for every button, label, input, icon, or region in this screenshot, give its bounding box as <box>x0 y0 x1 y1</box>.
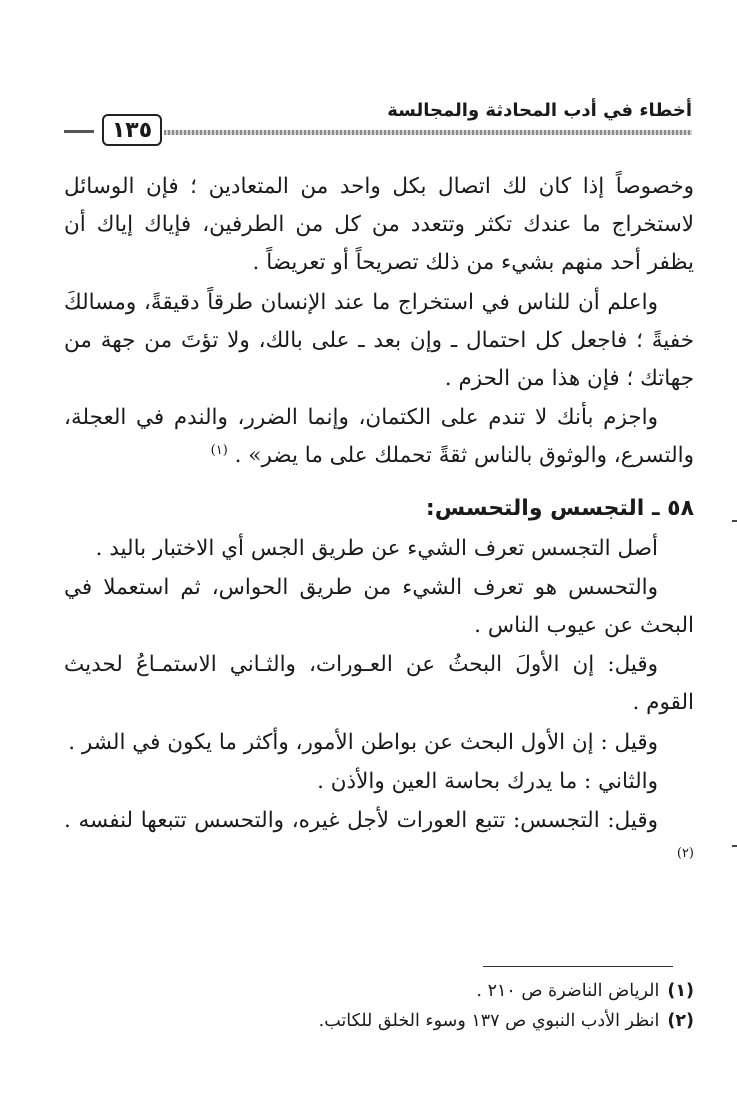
running-title: أخطاء في أدب المحادثة والمجالسة <box>387 100 692 121</box>
header-rule <box>164 130 692 135</box>
footnote-divider <box>483 966 673 967</box>
paragraph-5: والتحسس هو تعرف الشيء من طريق الحواس، ثم استعملا في البحث عن عيوب الناس . <box>64 574 694 639</box>
footnotes <box>64 976 694 1036</box>
paragraph-9-text: وقيل: التجسس: تتبع العورات لأجل غيره، والتحسس تتبعها لنفسه . <box>64 808 658 834</box>
paragraph-4: أصل التجسس تعرف الشيء عن طريق الجس أي الاختبار باليد . <box>95 535 658 561</box>
scan-edge-mark <box>732 520 737 522</box>
footnote-1 <box>64 976 694 1006</box>
paragraph-3-text: واجزم بأنك لا تندم على الكتمان، وإنما الضرر، والندم في العجلة، والتسرع، والوثوق بالناس ثقةً تحملك على ما يضر» . <box>64 405 694 469</box>
footnote-ref-2: (٢) <box>676 846 694 862</box>
section-heading: ٥٨ ـ التجسس والتحسس: <box>425 495 694 521</box>
scan-edge-mark <box>732 845 737 847</box>
paragraph-2: واعلم أن للناس في استخراج ما عند الإنسان طرقاً دقيقةً، ومسالكَ خفيةً ؛ فاجعل كل احتمال ـ وإن بعد ـ على بالك، ولا تؤتَ من جهة من جهاتك ؛ فإن هذا من الحزم . <box>64 289 694 392</box>
footnote-ref-1: (١) <box>210 443 228 459</box>
footnote-number: (٢) <box>667 1011 694 1031</box>
paragraph-9 <box>64 802 694 878</box>
page-header <box>64 92 692 154</box>
footnote-2 <box>64 1006 694 1036</box>
footnote-number: (١) <box>667 981 694 1001</box>
paragraph-3 <box>64 399 694 475</box>
paragraph-8: والثاني : ما يدرك بحاسة العين والأذن . <box>317 768 658 794</box>
page-number: ١٣٥ <box>102 114 162 146</box>
footnote-text: انظر الأدب النبوي ص ١٣٧ وسوء الخلق للكاتب. <box>318 1011 660 1031</box>
paragraph-6: وقيل: إن الأولَ البحثُ عن العـورات، والثـاني الاستمـاعُ لحديث القوم . <box>64 652 694 716</box>
footnote-text: الرياض الناضرة ص ٢١٠ . <box>476 981 660 1001</box>
paragraph-1: وخصوصاً إذا كان لك اتصال بكل واحد من المتعادين ؛ فإن الوسائل لاستخراج ما عندك تكثر وتتعدد من كل من الطرفين، فإياك إياك أن يظفر أحد منهم بشيء من ذلك تصريحاً أو تعريضاً . <box>64 174 694 276</box>
paragraph-7: وقيل : إن الأول البحث عن بواطن الأمور، وأكثر ما يكون في الشر . <box>68 729 658 755</box>
header-rule-left <box>64 130 94 133</box>
body-text <box>64 168 694 879</box>
